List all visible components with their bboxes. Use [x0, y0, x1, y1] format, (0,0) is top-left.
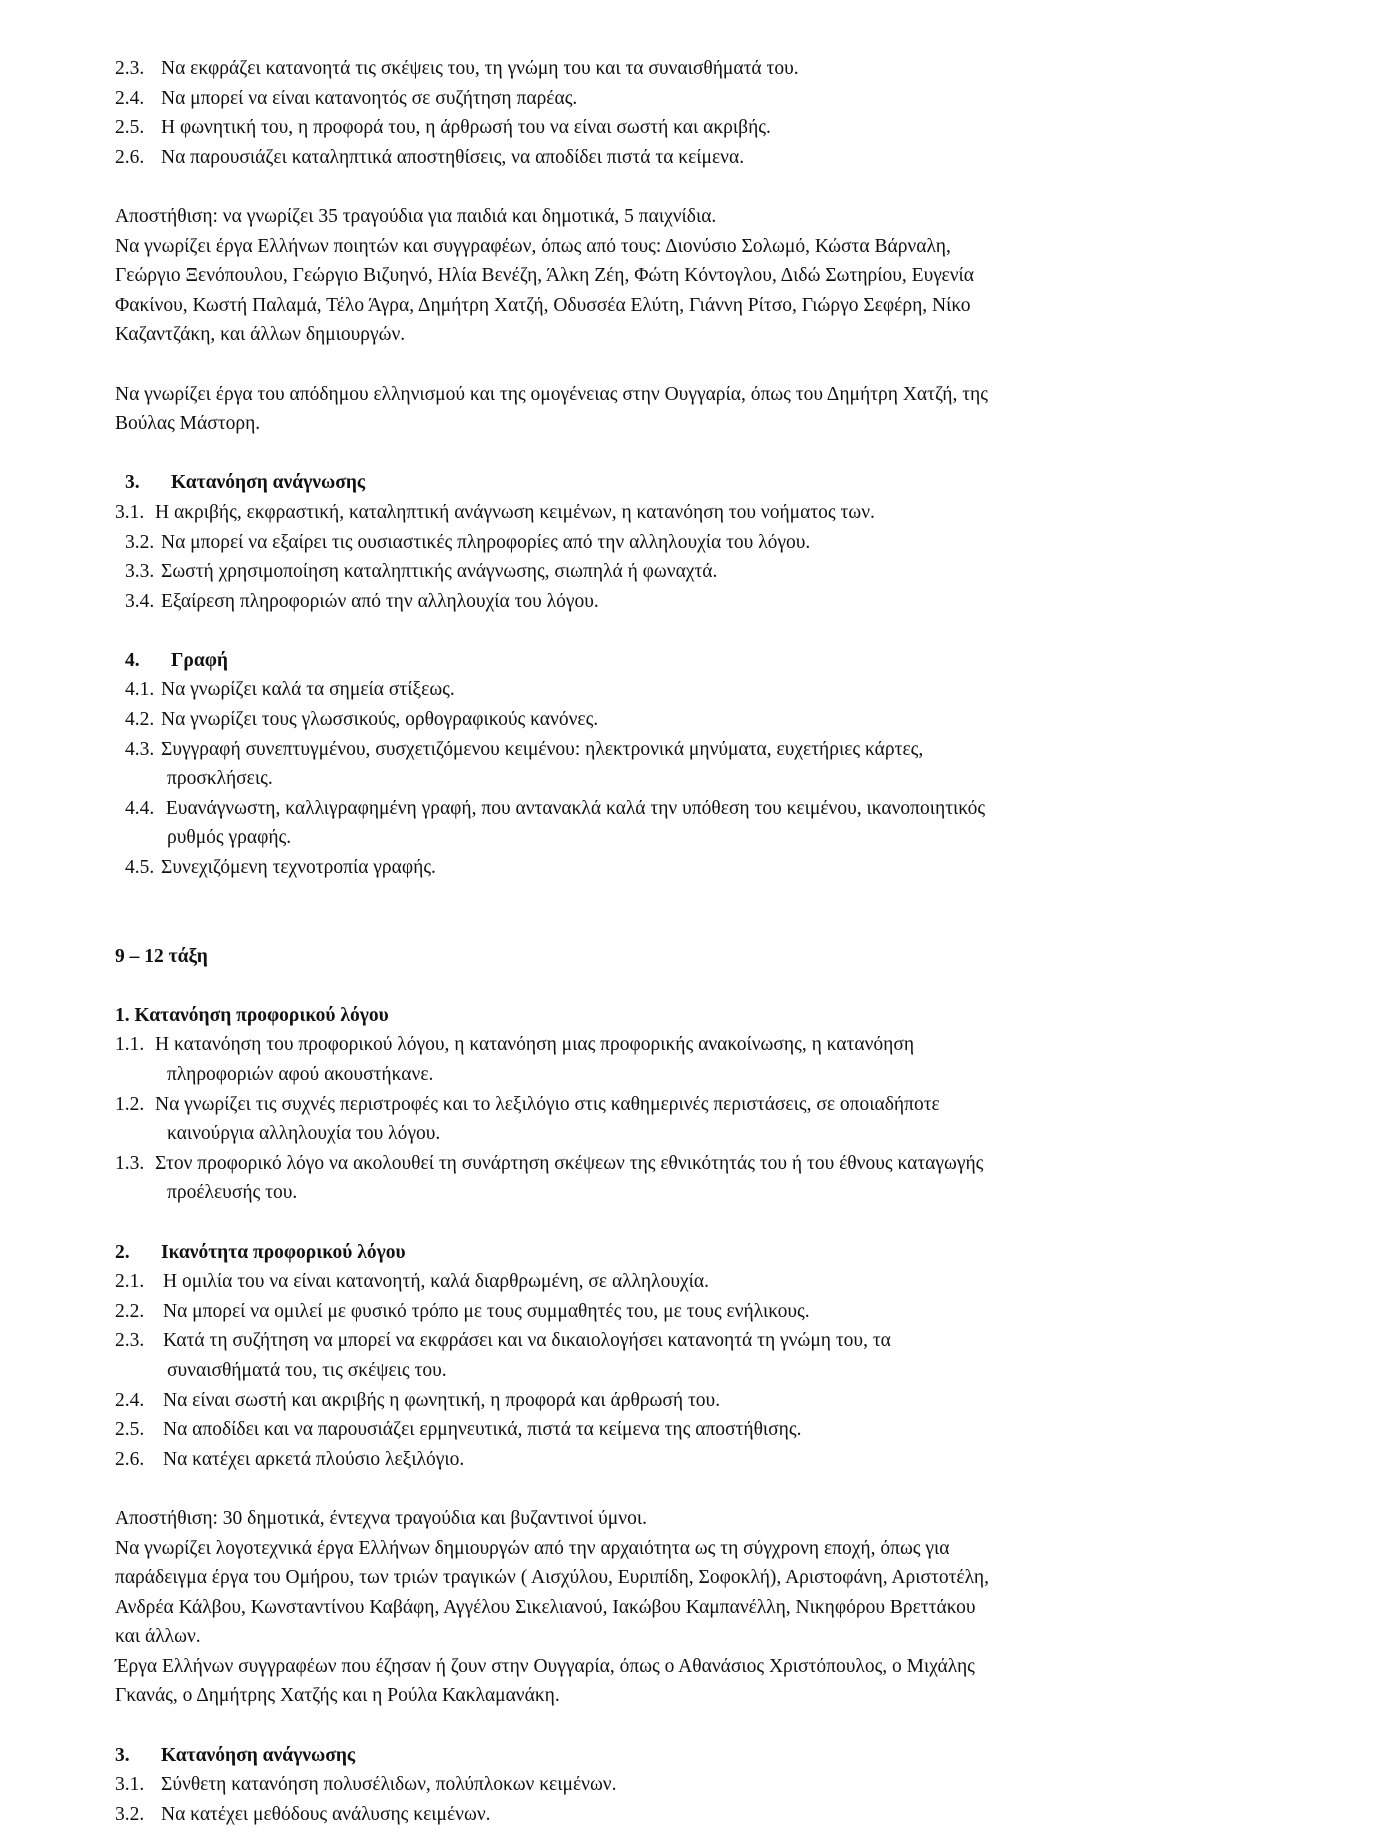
item-number: 3.4.	[125, 590, 155, 612]
item-number: 1.2.	[115, 1093, 145, 1115]
list-item	[115, 84, 1265, 114]
paragraph-line: Αποστήθιση: να γνωρίζει 35 τραγούδια για παιδιά και δημοτικά, 5 παιχνίδια.	[115, 205, 717, 227]
list-item	[115, 54, 1265, 84]
item-number: 2.3.	[115, 58, 145, 79]
item-text: Να αποδίδει και να παρουσιάζει ερμηνευτικά, πιστά τα κείμενα της αποστήθισης.	[163, 1419, 802, 1441]
paragraph-line: Να γνωρίζει λογοτεχνικά έργα Ελλήνων δημιουργών από την αρχαιότητα ως τη σύγχρονη εποχή, όπως για	[115, 1537, 950, 1559]
item-continuation: προέλευσής του.	[167, 1182, 298, 1204]
paragraph-line: Καζαντζάκη, και άλλων δημιουργών.	[115, 324, 406, 346]
item-number: 2.6.	[115, 1448, 145, 1470]
item-text: Ευανάγνωστη, καλλιγραφημένη γραφή, που αντανακλά καλά την υπόθεση του κειμένου, ικανοποιητικός	[161, 797, 986, 819]
section-heading: 1. Κατανόηση προφορικού λόγου	[115, 1004, 389, 1026]
item-text: Να μπορεί να είναι κατανοητός σε συζήτηση παρέας.	[161, 87, 578, 109]
list-item	[115, 557, 1265, 587]
item-number: 4.3.	[125, 738, 155, 760]
list-item	[115, 528, 1265, 558]
list-item	[115, 1415, 1265, 1445]
item-number: 3.1.	[115, 501, 145, 523]
item-text: Η ομιλία του να είναι κατανοητή, καλά διαρθρωμένη, σε αλληλουχία.	[163, 1271, 709, 1293]
list-item	[115, 1800, 1265, 1830]
section-oral-ability	[115, 1238, 1265, 1475]
paragraph-line: Γκανάς, ο Δημήτρης Χατζής και η Ρούλα Κακλαμανάκη.	[115, 1685, 560, 1707]
section-title: Γραφή	[171, 649, 228, 671]
list-item	[115, 143, 1265, 173]
section-title: Κατανόηση ανάγνωσης	[171, 472, 366, 494]
item-text: Η φωνητική του, η προφορά του, η άρθρωσή του να είναι σωστή και ακριβής.	[161, 117, 771, 139]
item-number: 3.3.	[125, 561, 155, 583]
list-item	[115, 1297, 1265, 1327]
item-number: 2.1.	[115, 1271, 145, 1293]
paragraph-line: Γεώργιο Ξενόπουλου, Γεώργιο Βιζυηνό, Ηλία Βενέζη, Άλκη Ζέη, Φώτη Κόντογλου, Διδώ Σωτηρίου, Ευγενία	[115, 265, 974, 287]
list-item	[115, 1326, 1265, 1356]
item-text: Να είναι σωστή και ακριβής η φωνητική, η προφορά και άρθρωσή του.	[163, 1389, 721, 1411]
item-text: Σωστή χρησιμοποίηση καταληπτικής ανάγνωσης, σιωπηλά ή φωναχτά.	[161, 561, 718, 583]
item-number: 3.2.	[125, 531, 155, 553]
section-number: 3.	[125, 472, 140, 494]
item-continuation: καινούργια αλληλουχία του λόγου.	[167, 1123, 441, 1145]
item-number: 4.2.	[125, 709, 155, 731]
item-number: 4.5.	[125, 857, 155, 879]
paragraph-line: Φακίνου, Κωστή Παλαμά, Τέλο Άγρα, Δημήτρη Χατζή, Οδυσσέα Ελύτη, Γιάννη Ρίτσο, Γιώργο Σεφέρη, Νίκο	[115, 294, 971, 316]
section-number: 4.	[125, 649, 140, 671]
item-continuation: προσκλήσεις.	[167, 768, 273, 790]
section-number: 3.	[115, 1744, 130, 1766]
item-text: Να κατέχει μεθόδους ανάλυσης κειμένων.	[161, 1803, 491, 1825]
document-page	[115, 54, 1265, 1829]
item-text: Να παρουσιάζει καταληπτικά αποστηθίσεις, να αποδίδει πιστά τα κείμενα.	[161, 146, 745, 168]
item-number: 2.6.	[115, 146, 145, 168]
paragraph-line: Να γνωρίζει έργα του απόδημου ελληνισμού και της ομογένειας στην Ουγγαρία, όπως του Δημήτρη Χατζή, της	[115, 383, 988, 405]
list-item	[115, 853, 1265, 883]
list-item	[115, 705, 1265, 735]
item-number: 4.1.	[125, 679, 155, 701]
section-heading	[115, 468, 1265, 498]
item-text: Συγγραφή συνεπτυγμένου, συσχετιζόμενου κειμένου: ηλεκτρονικά μηνύματα, ευχετήριες κάρτες,	[161, 738, 924, 760]
item-number: 4.4.	[125, 797, 155, 819]
list-item	[115, 794, 1265, 824]
list-item	[115, 1149, 1265, 1179]
paragraph-line: Να γνωρίζει έργα Ελλήνων ποιητών και συγγραφέων, όπως από τους: Διονύσιο Σολωμό, Κώστα Βάρναλη,	[115, 235, 951, 257]
grade-heading: 9 – 12 τάξη	[115, 945, 208, 967]
section-writing	[115, 646, 1265, 883]
list-item	[115, 498, 1265, 528]
item-text: Να γνωρίζει τις συχνές περιστροφές και το λεξιλόγιο στις καθημερινές περιστάσεις, σε οποιαδήποτε	[155, 1093, 940, 1115]
list-item	[115, 735, 1265, 765]
list-item	[115, 1267, 1265, 1297]
item-text: Να κατέχει αρκετά πλούσιο λεξιλόγιο.	[163, 1448, 465, 1470]
paragraph-line: Αποστήθιση: 30 δημοτικά, έντεχνα τραγούδια και βυζαντινοί ύμνοι.	[115, 1507, 647, 1529]
item-continuation: πληροφοριών αφού ακουστήκανε.	[167, 1064, 434, 1085]
section-heading	[115, 1238, 1265, 1268]
section-oral-comprehension	[115, 1001, 1265, 1208]
item-continuation: ρυθμός γραφής.	[167, 827, 292, 849]
item-text: Η ακριβής, εκφραστική, καταληπτική ανάγνωση κειμένων, η κατανόηση του νοήματος των.	[155, 501, 875, 523]
paragraph-line: Βούλας Μάστορη.	[115, 413, 261, 435]
section-reading-comprehension	[115, 468, 1265, 616]
item-text: Να μπορεί να ομιλεί με φυσικό τρόπο με τους συμμαθητές του, με τους ενήλικους.	[163, 1300, 810, 1322]
item-number: 2.3.	[115, 1330, 145, 1352]
paragraph-line: παράδειγμα έργα του Ομήρου, των τριών τραγικών ( Αισχύλου, Ευριπίδη, Σοφοκλή), Αριστοφάνη, Αριστοτέλη,	[115, 1567, 989, 1589]
item-text: Η κατανόηση του προφορικού λόγου, η κατανόηση μιας προφορικής ανακοίνωσης, η κατανόηση	[155, 1034, 915, 1056]
list-item	[115, 675, 1265, 705]
item-text: Να εκφράζει κατανοητά τις σκέψεις του, τη γνώμη του και τα συναισθήματά του.	[161, 58, 799, 79]
list-item	[115, 113, 1265, 143]
paragraph-line: και άλλων.	[115, 1626, 201, 1648]
item-text: Συνεχιζόμενη τεχνοτροπία γραφής.	[161, 857, 436, 879]
item-number: 3.2.	[115, 1803, 145, 1825]
paragraph-line: Έργα Ελλήνων συγγραφέων που έζησαν ή ζουν στην Ουγγαρία, όπως ο Αθανάσιος Χριστόπουλος, ο Μιχάλης	[115, 1655, 975, 1677]
list-item	[115, 1445, 1265, 1475]
list-item	[115, 1386, 1265, 1416]
list-item	[115, 587, 1265, 617]
item-text: Κατά τη συζήτηση να μπορεί να εκφράσει και να δικαιολογήσει κατανοητά τη γνώμη του, τα	[163, 1330, 891, 1352]
section-title: Κατανόηση ανάγνωσης	[161, 1744, 356, 1766]
section-heading	[115, 646, 1265, 676]
item-continuation: συναισθήματά του, τις σκέψεις του.	[167, 1359, 447, 1381]
item-number: 2.5.	[115, 1419, 145, 1441]
item-text: Εξαίρεση πληροφοριών από την αλληλουχία του λόγου.	[161, 590, 599, 612]
section-heading	[115, 1741, 1265, 1771]
list-block-2-continued	[115, 54, 1265, 172]
item-number: 1.1.	[115, 1034, 145, 1056]
section-number: 2.	[115, 1241, 130, 1263]
item-text: Σύνθετη κατανόηση πολυσέλιδων, πολύπλοκων κειμένων.	[161, 1774, 617, 1796]
memorization-paragraph	[115, 202, 1265, 350]
item-number: 2.2.	[115, 1300, 145, 1322]
list-item	[115, 1030, 1265, 1060]
section-reading-comprehension-senior	[115, 1741, 1265, 1830]
item-number: 1.3.	[115, 1152, 145, 1174]
list-item	[115, 1090, 1265, 1120]
diaspora-paragraph	[115, 380, 1265, 439]
item-text: Να γνωρίζει τους γλωσσικούς, ορθογραφικούς κανόνες.	[161, 709, 599, 731]
memorization-paragraph-senior	[115, 1504, 1265, 1711]
item-text: Να γνωρίζει καλά τα σημεία στίξεως.	[161, 679, 455, 701]
item-number: 3.1.	[115, 1774, 145, 1796]
item-text: Να μπορεί να εξαίρει τις ουσιαστικές πληροφορίες από την αλληλουχία του λόγου.	[161, 531, 811, 553]
item-text: Στον προφορικό λόγο να ακολουθεί τη συνάρτηση σκέψεων της εθνικότητάς του ή του έθνους καταγωγής	[155, 1152, 984, 1174]
section-title: Ικανότητα προφορικού λόγου	[161, 1241, 406, 1263]
item-number: 2.5.	[115, 117, 145, 139]
item-number: 2.4.	[115, 1389, 145, 1411]
item-number: 2.4.	[115, 87, 145, 109]
paragraph-line: Ανδρέα Κάλβου, Κωνσταντίνου Καβάφη, Αγγέλου Σικελιανού, Ιακώβου Καμπανέλλη, Νικηφόρου Βρεττάκου	[115, 1596, 976, 1618]
list-item	[115, 1770, 1265, 1800]
